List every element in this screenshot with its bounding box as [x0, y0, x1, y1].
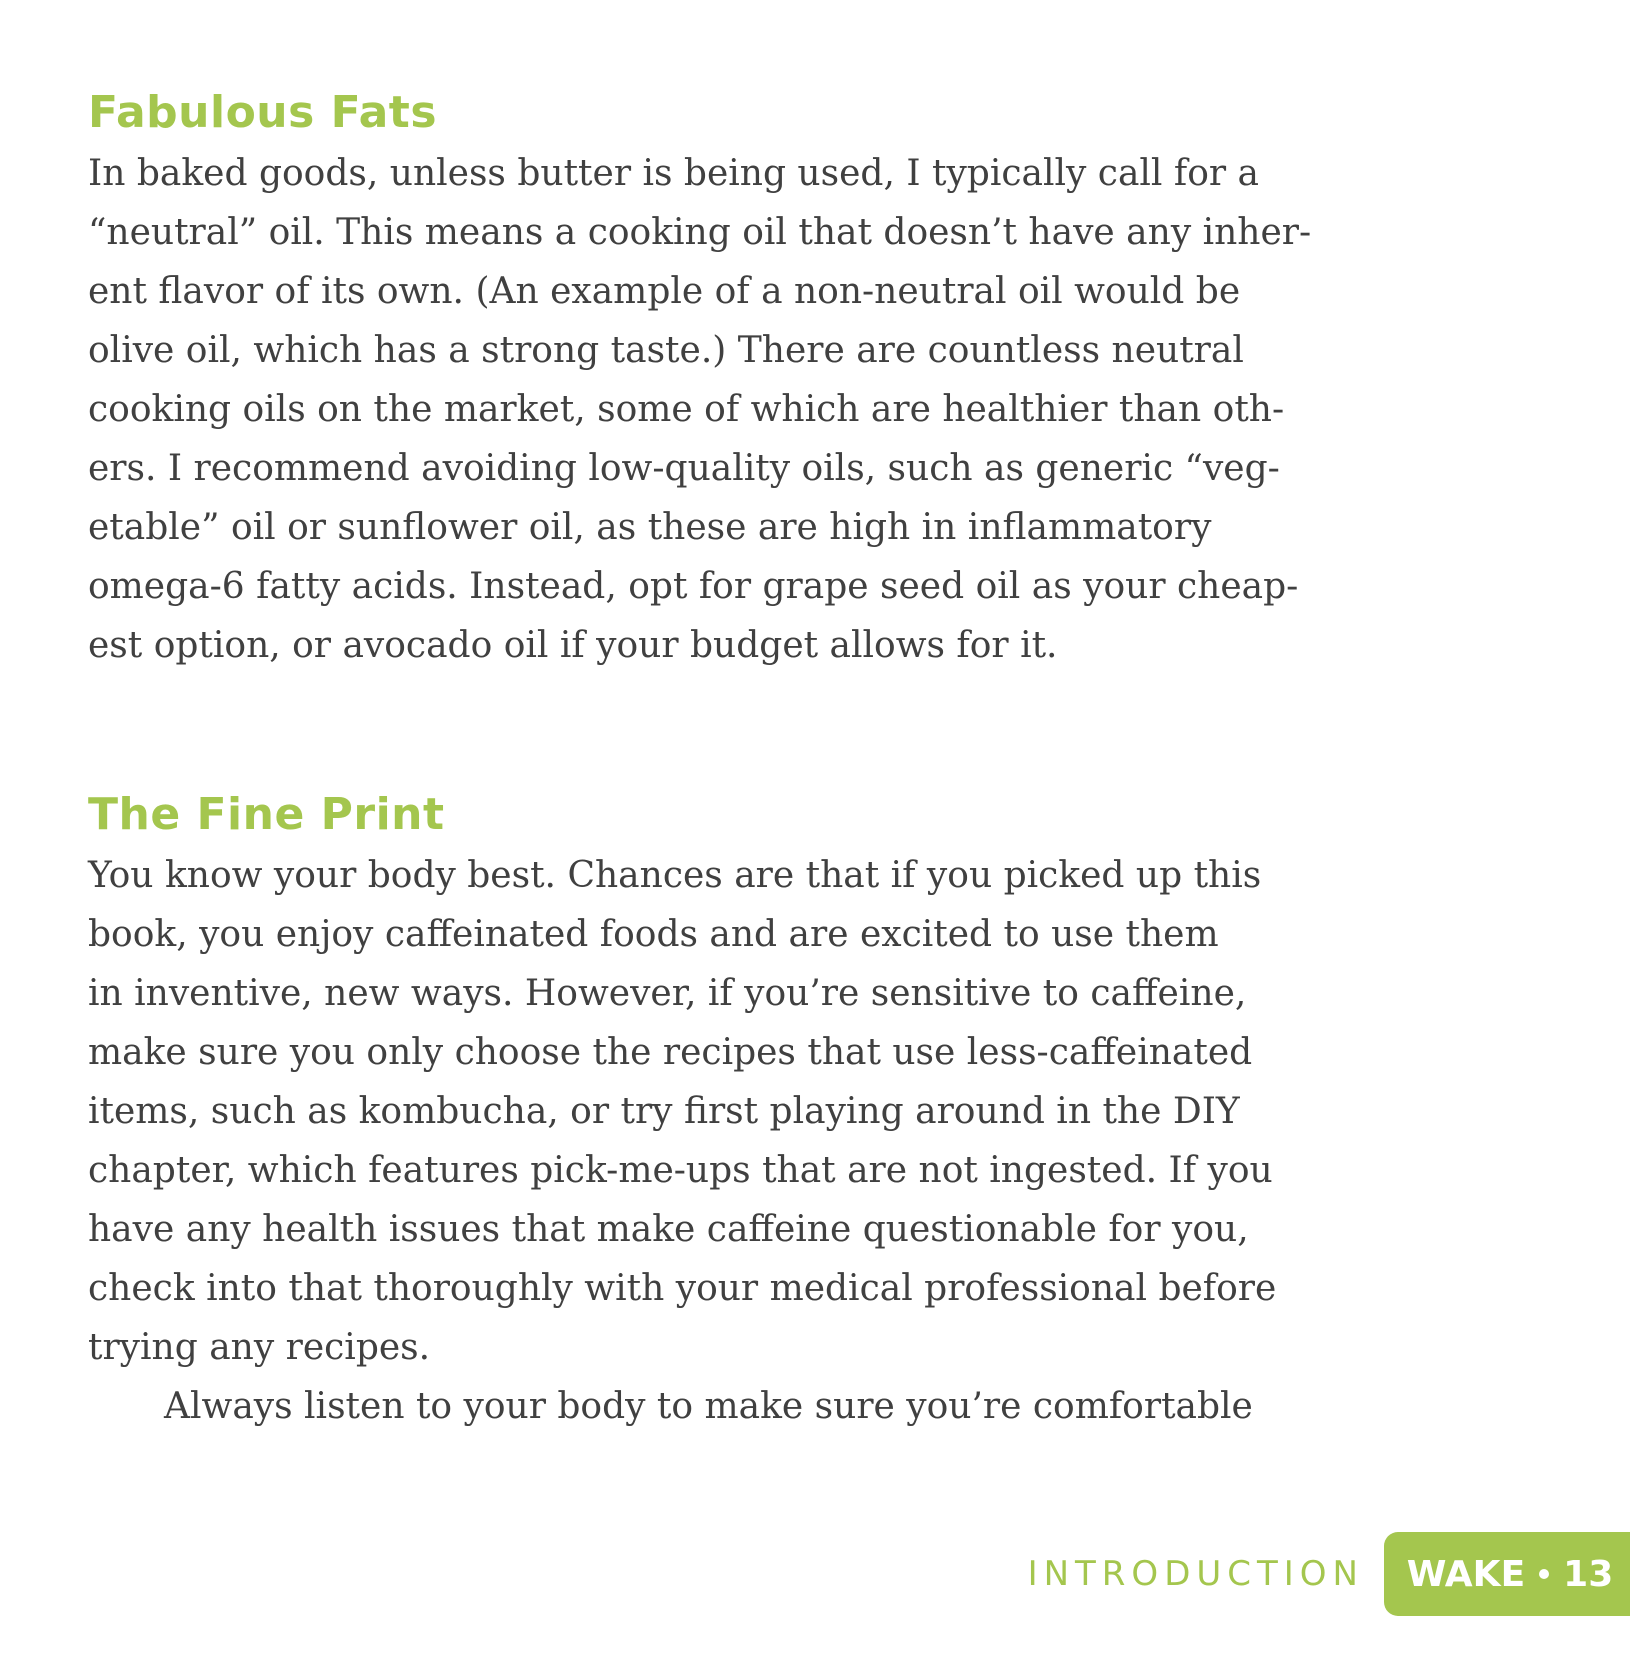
book-title: WAKE: [1406, 1553, 1526, 1595]
text-line: check into that thoroughly with your medical professional before: [88, 1268, 1277, 1309]
text-line: cooking oils on the market, some of which are healthier than oth-: [88, 389, 1285, 430]
bullet-separator-icon: [1539, 1569, 1549, 1579]
text-line: book, you enjoy caffeinated foods and are excited to use them: [88, 914, 1219, 955]
text-line: est option, or avocado oil if your budget allows for it.: [88, 625, 1058, 666]
chapter-label: INTRODUCTION: [1027, 1554, 1364, 1594]
text-line: chapter, which features pick-me-ups that are not ingested. If you: [88, 1150, 1273, 1191]
text-line: etable” oil or sunflower oil, as these are high in inflammatory: [88, 507, 1212, 548]
text-line: olive oil, which has a strong taste.) There are countless neutral: [88, 330, 1244, 371]
section-heading: Fabulous Fats: [88, 87, 438, 138]
text-line: in inventive, new ways. However, if you’re sensitive to caffeine,: [88, 973, 1247, 1014]
text-line: ers. I recommend avoiding low-quality oils, such as generic “veg-: [88, 448, 1280, 489]
text-line: In baked goods, unless butter is being used, I typically call for a: [88, 153, 1260, 194]
section-fabulous-fats: [88, 86, 1508, 675]
section-fine-print: [88, 788, 1508, 1436]
text-line: ent flavor of its own. (An example of a non-neutral oil would be: [88, 271, 1241, 312]
text-line: items, such as kombucha, or try first playing around in the DIY: [88, 1091, 1240, 1132]
text-line: make sure you only choose the recipes that use less-caffeinated: [88, 1032, 1253, 1073]
section-body: [88, 846, 1508, 1436]
page-tab: [1384, 1532, 1630, 1616]
text-line: omega-6 fatty acids. Instead, opt for grape seed oil as your cheap-: [88, 566, 1299, 607]
text-line: You know your body best. Chances are that if you picked up this: [88, 855, 1262, 896]
text-line: trying any recipes.: [88, 1327, 431, 1368]
section-heading: The Fine Print: [88, 789, 445, 840]
section-body: [88, 144, 1508, 675]
text-line: have any health issues that make caffeine questionable for you,: [88, 1209, 1249, 1250]
page-footer: [1028, 1532, 1630, 1616]
page-number: 13: [1563, 1553, 1614, 1595]
text-line: “neutral” oil. This means a cooking oil that doesn’t have any inher-: [88, 212, 1312, 253]
text-line-indented: Always listen to your body to make sure you’re comfortable: [164, 1386, 1253, 1427]
